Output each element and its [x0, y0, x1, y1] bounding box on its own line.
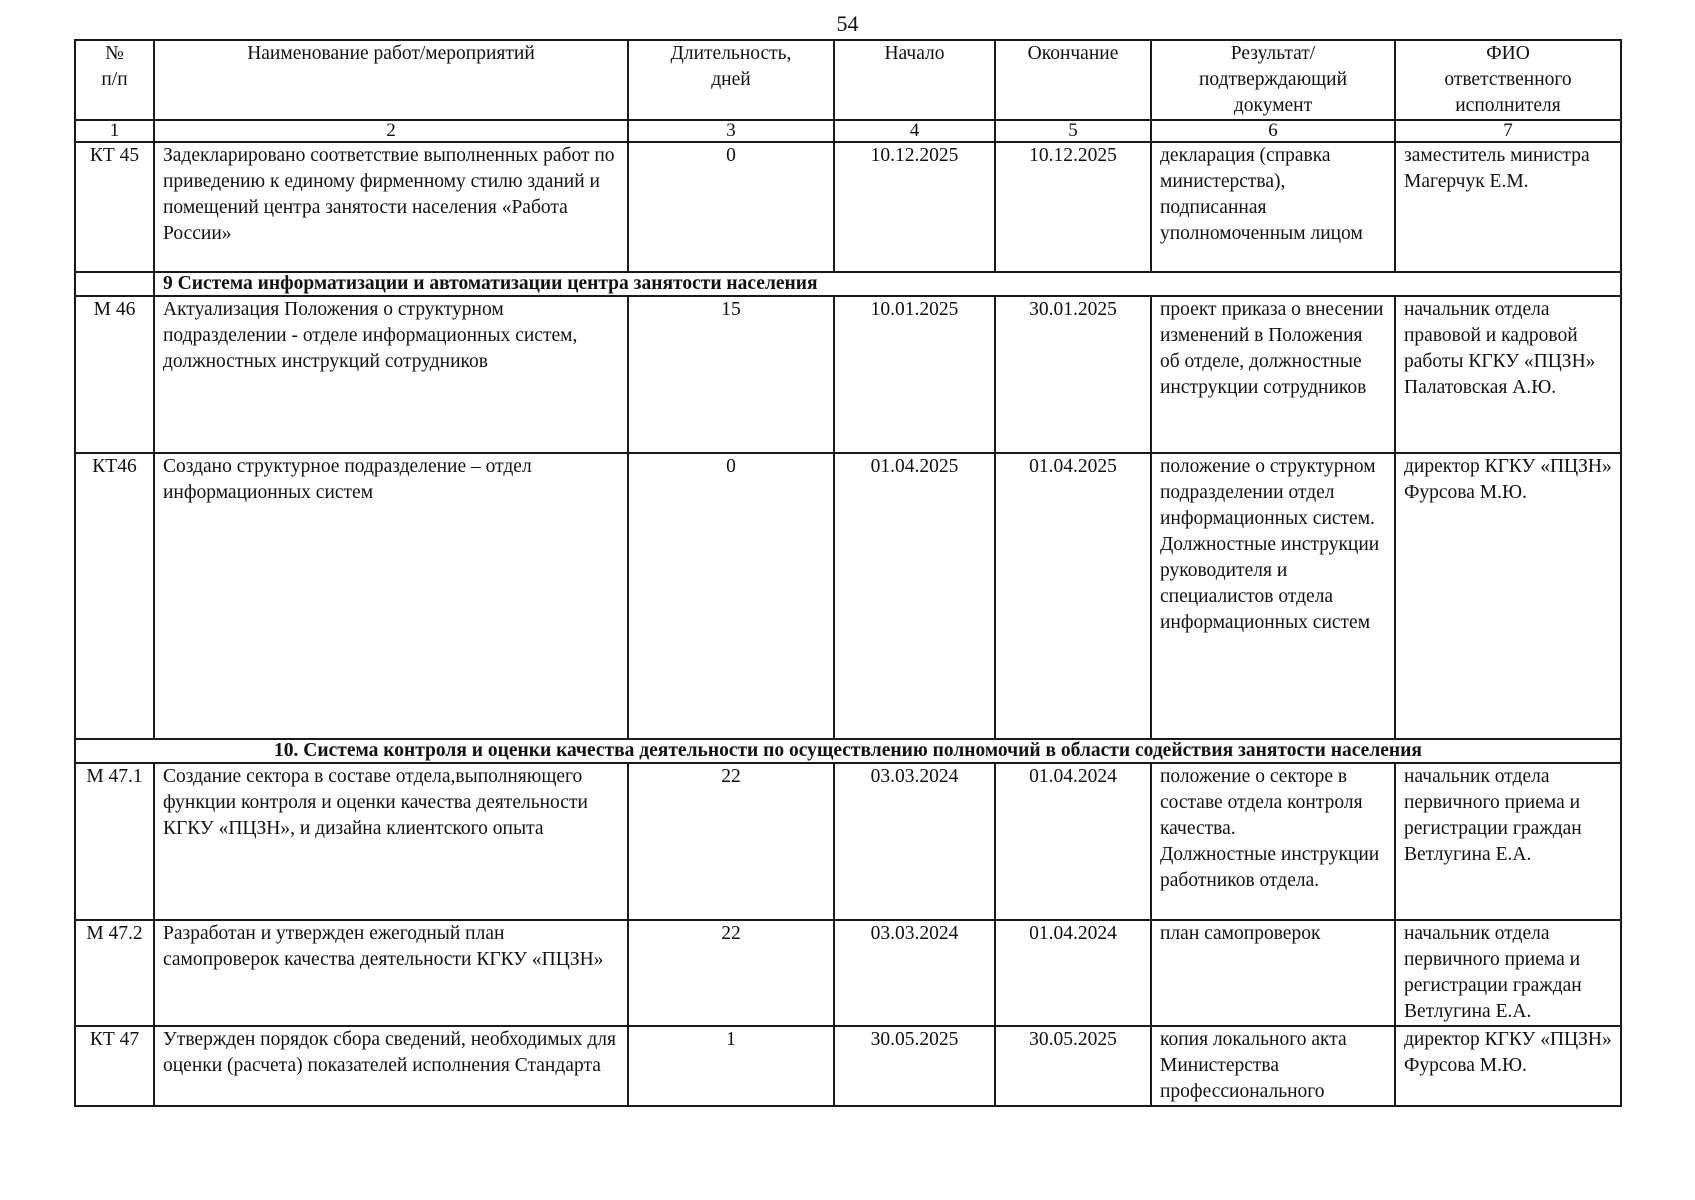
header-end: Окончание	[995, 40, 1151, 120]
row-number: КТ 47	[75, 1026, 154, 1106]
header-name: Наименование работ/мероприятий	[154, 40, 628, 120]
page-number: 54	[836, 11, 859, 36]
header-responsible: ФИО ответственного исполнителя	[1395, 40, 1621, 120]
row-name: Актуализация Положения о структурном подразделении - отделе информационных систем, должностных инструкций сотрудников	[154, 296, 628, 453]
table-row	[75, 1026, 1621, 1106]
row-number: М 47.2	[75, 920, 154, 1026]
column-index: 5	[995, 120, 1151, 142]
table-row	[75, 296, 1621, 453]
row-end: 01.04.2024	[995, 920, 1151, 1026]
work-plan-table	[74, 39, 1622, 1107]
row-number: КТ 45	[75, 142, 154, 272]
table-row	[75, 920, 1621, 1026]
row-end: 10.12.2025	[995, 142, 1151, 272]
row-end: 30.01.2025	[995, 296, 1151, 453]
row-start: 10.12.2025	[834, 142, 995, 272]
row-duration: 0	[628, 453, 834, 739]
row-duration: 22	[628, 763, 834, 920]
row-name: Задекларировано соответствие выполненных работ по приведению к единому фирменному стилю зданий и помещений центра занятости населения «Работа России»	[154, 142, 628, 272]
row-responsible: директор КГКУ «ПЦЗН» Фурсова М.Ю.	[1395, 1026, 1621, 1106]
section-title: 9 Система информатизации и автоматизации центра занятости населения	[154, 272, 1621, 296]
column-index: 6	[1151, 120, 1395, 142]
column-index: 3	[628, 120, 834, 142]
table-row	[75, 142, 1621, 272]
table-row	[75, 453, 1621, 739]
row-responsible: начальник отдела первичного приема и регистрации граждан Ветлугина Е.А.	[1395, 920, 1621, 1026]
row-end: 01.04.2024	[995, 763, 1151, 920]
section-row	[75, 272, 1621, 296]
row-number: М 47.1	[75, 763, 154, 920]
row-duration: 22	[628, 920, 834, 1026]
row-result: положение о структурном подразделении отдел информационных систем. Должностные инструкции руководителя и специалистов отдела информационных систем	[1151, 453, 1395, 739]
column-index: 2	[154, 120, 628, 142]
row-responsible: начальник отдела первичного приема и регистрации граждан Ветлугина Е.А.	[1395, 763, 1621, 920]
section-row	[75, 739, 1621, 763]
row-duration: 15	[628, 296, 834, 453]
row-start: 01.04.2025	[834, 453, 995, 739]
row-result: положение о секторе в составе отдела контроля качества. Должностные инструкции работников отдела.	[1151, 763, 1395, 920]
row-number: М 46	[75, 296, 154, 453]
row-result: декларация (справка министерства), подписанная уполномоченным лицом	[1151, 142, 1395, 272]
row-responsible: заместитель министра Магерчук Е.М.	[1395, 142, 1621, 272]
column-index: 7	[1395, 120, 1621, 142]
row-responsible: начальник отдела правовой и кадровой работы КГКУ «ПЦЗН» Палатовская А.Ю.	[1395, 296, 1621, 453]
row-responsible: директор КГКУ «ПЦЗН» Фурсова М.Ю.	[1395, 453, 1621, 739]
column-index: 1	[75, 120, 154, 142]
header-duration: Длительность, дней	[628, 40, 834, 120]
row-result: копия локального акта Министерства профессионального	[1151, 1026, 1395, 1106]
row-duration: 1	[628, 1026, 834, 1106]
row-start: 03.03.2024	[834, 763, 995, 920]
row-name: Создано структурное подразделение – отдел информационных систем	[154, 453, 628, 739]
row-start: 30.05.2025	[834, 1026, 995, 1106]
row-start: 03.03.2024	[834, 920, 995, 1026]
section-title: 10. Система контроля и оценки качества деятельности по осуществлению полномочий в области содействия занятости населения	[75, 739, 1621, 763]
table-row	[75, 763, 1621, 920]
row-name: Утвержден порядок сбора сведений, необходимых для оценки (расчета) показателей исполнения Стандарта	[154, 1026, 628, 1106]
row-number: КТ46	[75, 453, 154, 739]
header-number: № п/п	[75, 40, 154, 120]
row-name: Создание сектора в составе отдела,выполняющего функции контроля и оценки качества деятельности КГКУ «ПЦЗН», и дизайна клиентского опыта	[154, 763, 628, 920]
header-result: Результат/ подтверждающий документ	[1151, 40, 1395, 120]
row-result: план самопроверок	[1151, 920, 1395, 1026]
row-start: 10.01.2025	[834, 296, 995, 453]
header-row	[75, 40, 1621, 120]
row-end: 01.04.2025	[995, 453, 1151, 739]
column-index-row	[75, 120, 1621, 142]
row-result: проект приказа о внесении изменений в Положения об отделе, должностные инструкции сотрудников	[1151, 296, 1395, 453]
row-duration: 0	[628, 142, 834, 272]
row-end: 30.05.2025	[995, 1026, 1151, 1106]
header-start: Начало	[834, 40, 995, 120]
row-name: Разработан и утвержден ежегодный план самопроверок качества деятельности КГКУ «ПЦЗН»	[154, 920, 628, 1026]
section-spacer	[75, 272, 154, 296]
column-index: 4	[834, 120, 995, 142]
